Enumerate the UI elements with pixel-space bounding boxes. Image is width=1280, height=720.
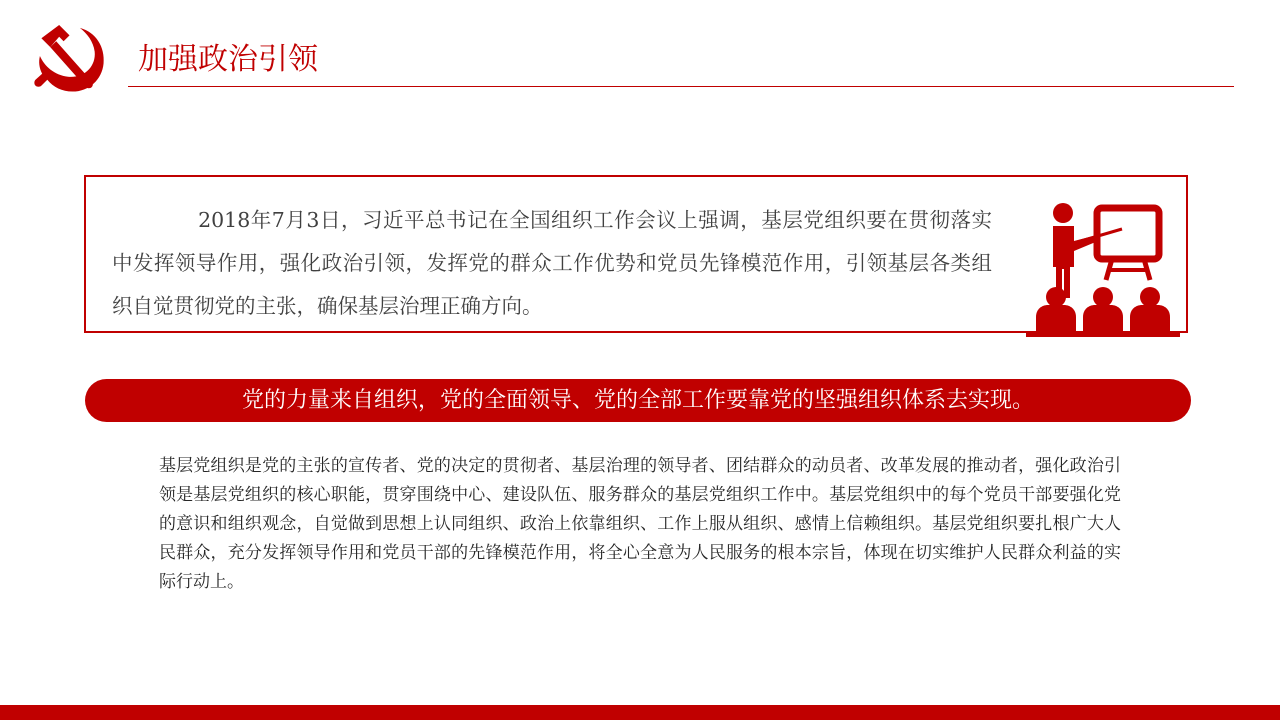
body-paragraph: 基层党组织是党的主张的宣传者、党的决定的贯彻者、基层治理的领导者、团结群众的动员者、改革发展的推动者，强化政治引领是基层党组织的核心职能，贯穿围绕中心、建设队伍、服务群众的基层党组织工作中。基层党组织中的每个党员干部要强化党的意识和组织观念，自觉做到思想上认同组织、政治上依靠组织、工作上服从组织、感情上信赖组织。基层党组织要扎根广大人民群众，充分发挥领导作用和党员干部的先锋模范作用，将全心全意为人民服务的根本宗旨，体现在切实维护人民群众利益的实际行动上。 [159, 456, 1121, 592]
highlight-banner: 党的力量来自组织，党的全面领导、党的全部工作要靠党的坚强组织体系去实现。 [85, 379, 1191, 422]
teacher-presentation-icon [1026, 199, 1180, 337]
page-title: 加强政治引领 [138, 42, 318, 77]
quote-box [84, 175, 1188, 333]
hammer-sickle-icon [34, 22, 108, 96]
footer-bar [0, 705, 1280, 720]
title-divider [128, 86, 1234, 87]
quote-text: 2018年7月3日，习近平总书记在全国组织工作会议上强调，基层党组织要在贯彻落实中发挥领导作用，强化政治引领，发挥党的群众工作优势和党员先锋模范作用，引领基层各类组织自觉贯彻党的主张，确保基层治理正确方向。 [112, 208, 992, 318]
